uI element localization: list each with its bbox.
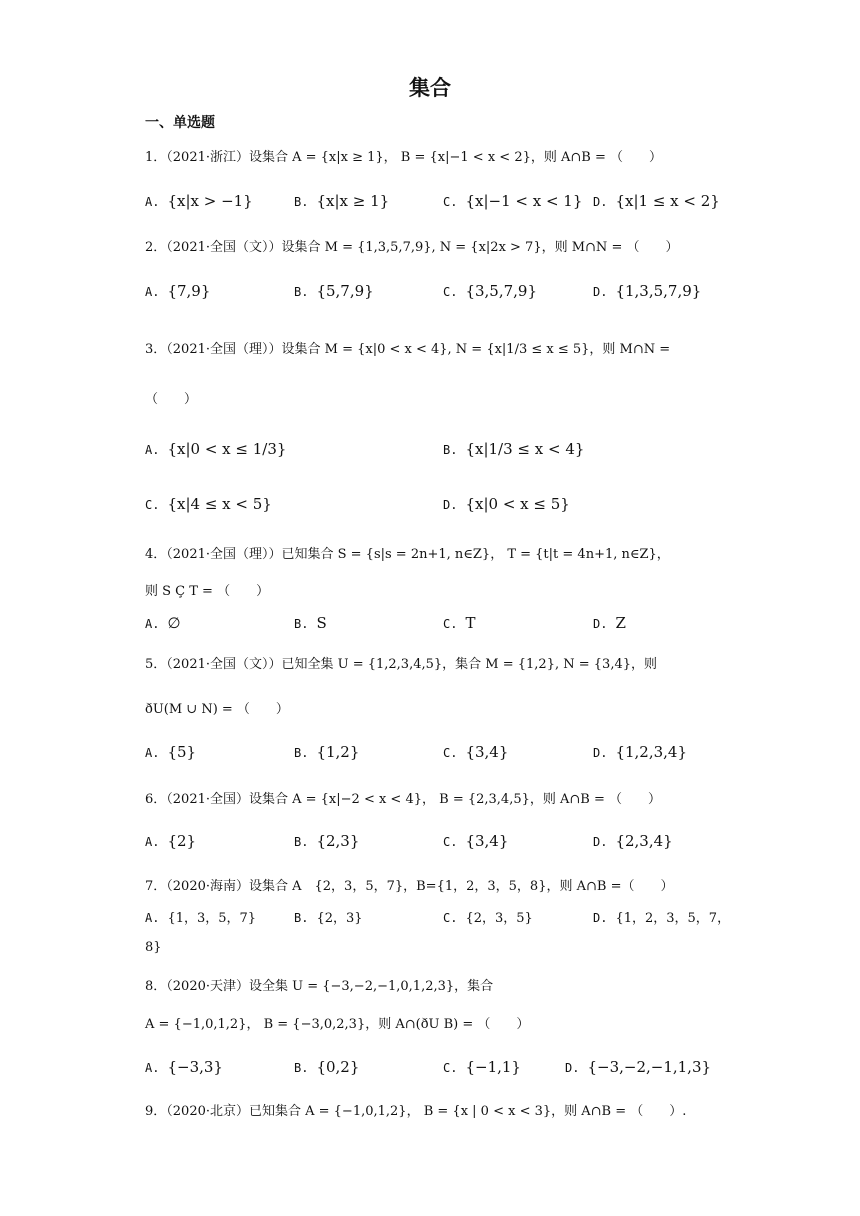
option-letter: B.: [294, 285, 309, 299]
option-letter: D.: [593, 617, 608, 631]
option-value: {3,5,7,9}: [465, 282, 538, 300]
option-letter: C.: [443, 835, 458, 849]
question-3-option-b: [443, 440, 584, 458]
option-value: {−1,1}: [465, 1058, 521, 1076]
question-5-option-b: [294, 743, 359, 761]
option-letter: A.: [145, 746, 160, 760]
question-7-option-d: [593, 907, 730, 926]
question-8-stem-cont: A = {−1,0,1,2}， B = {−3,0,2,3}，则 A∩(ðU B) = （ ）: [145, 1017, 530, 1032]
option-value: {x|0 < x ≤ 5}: [465, 495, 570, 513]
option-value: {2}: [167, 832, 197, 850]
question-4-option-c: [443, 614, 475, 632]
option-letter: A.: [145, 617, 160, 631]
option-letter: C.: [443, 746, 458, 760]
question-5-stem: 5．（2021·全国（文））已知全集 U = {1,2,3,4,5}，集合 M = {1,2}, N = {3,4}，则: [145, 657, 657, 672]
option-value: {1，3，5，7}: [167, 911, 257, 926]
option-letter: D.: [593, 835, 608, 849]
question-1-option-b: [294, 192, 389, 210]
question-8-option-c: [443, 1058, 521, 1076]
question-4-option-a: [145, 614, 181, 632]
option-value: {1,2}: [316, 743, 360, 761]
question-7-option-d-tail: 8}: [145, 940, 162, 955]
option-value: T: [465, 614, 476, 632]
option-letter: C.: [443, 911, 458, 925]
question-5-option-a: [145, 743, 196, 761]
question-5-option-d: [593, 743, 687, 761]
option-letter: D.: [443, 498, 458, 512]
question-2-option-b: [294, 282, 374, 300]
option-value: {5,7,9}: [316, 282, 374, 300]
option-letter: B.: [294, 1061, 309, 1075]
option-letter: C.: [443, 1061, 458, 1075]
question-7-stem: 7．（2020·海南）设集合 A {2，3，5，7}，B={1，2，3，5，8}，则 A∩B =（ ）: [145, 879, 674, 894]
option-value: {x|1 ≤ x < 2}: [615, 192, 720, 210]
option-value: S: [316, 614, 327, 632]
question-6-option-c: [443, 832, 508, 850]
option-letter: B.: [294, 617, 309, 631]
option-value: {x|1/3 ≤ x < 4}: [465, 440, 585, 458]
option-value: {−3,−2,−1,1,3}: [587, 1058, 712, 1076]
question-6-stem: 6．（2021·全国）设集合 A = {x|−2 < x < 4}， B = {2,3,4,5}，则 A∩B = （ ）: [145, 792, 661, 807]
question-7-option-c: [443, 907, 533, 926]
question-2-stem: 2．（2021·全国（文））设集合 M = {1,3,5,7,9}, N = {x|2x > 7}，则 M∩N = （ ）: [145, 240, 679, 255]
option-letter: B.: [294, 195, 309, 209]
option-value: {−3,3}: [167, 1058, 223, 1076]
option-value: ∅: [167, 614, 181, 632]
option-letter: C.: [443, 617, 458, 631]
question-3-option-d: [443, 495, 570, 513]
option-value: {2,3,4}: [615, 832, 673, 850]
question-8-option-b: [294, 1058, 359, 1076]
question-1-stem: 1．（2021·浙江）设集合 A = {x|x ≥ 1}， B = {x|−1 < x < 2}，则 A∩B = （ ）: [145, 150, 662, 165]
option-value: {2，3}: [316, 911, 363, 926]
option-letter: D.: [593, 911, 608, 925]
option-letter: C.: [443, 195, 458, 209]
question-2-option-c: [443, 282, 537, 300]
option-value: {1，2，3，5，7，: [615, 911, 731, 926]
question-8-option-a: [145, 1058, 223, 1076]
question-6-option-a: [145, 832, 196, 850]
option-value: {1,2,3,4}: [615, 743, 688, 761]
option-value: Z: [615, 614, 626, 632]
page-title: 集合: [409, 76, 451, 100]
option-value: {2,3}: [316, 832, 360, 850]
question-4-stem: 4．（2021·全国（理））已知集合 S = {s|s = 2n+1, n∈Z}， T = {t|t = 4n+1, n∈Z}，: [145, 547, 670, 562]
question-4-option-b: [294, 614, 327, 632]
section-heading: 一、单选题: [145, 115, 215, 131]
option-letter: A.: [145, 911, 160, 925]
option-value: {3,4}: [465, 832, 509, 850]
question-7-option-b: [294, 907, 363, 926]
option-value: {x|−1 < x < 1}: [465, 192, 583, 210]
question-5-option-c: [443, 743, 508, 761]
option-letter: A.: [145, 195, 160, 209]
option-letter: B.: [294, 911, 309, 925]
option-letter: A.: [145, 285, 160, 299]
question-5-stem-cont: ðU(M ∪ N) = （ ）: [145, 702, 289, 717]
question-3-option-a: [145, 440, 286, 458]
option-letter: A.: [145, 443, 160, 457]
option-letter: B.: [294, 746, 309, 760]
option-letter: B.: [294, 835, 309, 849]
question-9-stem: 9．（2020·北京）已知集合 A = {−1,0,1,2}， B = {x | 0 < x < 3}，则 A∩B = （ ）.: [145, 1104, 687, 1119]
option-value: {2，3，5}: [465, 911, 533, 926]
question-6-option-d: [593, 832, 673, 850]
option-letter: A.: [145, 1061, 160, 1075]
question-8-option-d: [565, 1058, 711, 1076]
option-value: {x|0 < x ≤ 1/3}: [167, 440, 287, 458]
option-letter: B.: [443, 443, 458, 457]
question-7-option-a: [145, 907, 256, 926]
question-6-option-b: [294, 832, 359, 850]
question-3-stem-cont: （ ）: [145, 392, 198, 407]
option-letter: C.: [443, 285, 458, 299]
option-value: {7,9}: [167, 282, 211, 300]
option-value: {x|x ≥ 1}: [316, 192, 390, 210]
option-letter: D.: [593, 746, 608, 760]
option-value: {x|4 ≤ x < 5}: [167, 495, 272, 513]
question-1-option-a: [145, 192, 253, 210]
question-2-option-a: [145, 282, 210, 300]
question-8-stem: 8．（2020·天津）设全集 U = {−3,−2,−1,0,1,2,3}，集合: [145, 979, 494, 994]
question-1-option-c: [443, 192, 582, 210]
option-letter: D.: [565, 1061, 580, 1075]
question-1-option-d: [593, 192, 720, 210]
question-2-option-d: [593, 282, 701, 300]
option-letter: C.: [145, 498, 160, 512]
option-letter: A.: [145, 835, 160, 849]
option-value: {5}: [167, 743, 197, 761]
option-value: {3,4}: [465, 743, 509, 761]
option-value: {0,2}: [316, 1058, 360, 1076]
question-4-option-d: [593, 614, 626, 632]
option-letter: D.: [593, 195, 608, 209]
option-letter: D.: [593, 285, 608, 299]
question-4-stem-cont: 则 S Ç T = （ ）: [145, 584, 270, 599]
question-3-stem: 3．（2021·全国（理））设集合 M = {x|0 < x < 4}, N = {x|1/3 ≤ x ≤ 5}，则 M∩N =: [145, 342, 671, 357]
question-3-option-c: [145, 495, 272, 513]
option-value: {x|x > −1}: [167, 192, 253, 210]
option-value: {1,3,5,7,9}: [615, 282, 702, 300]
